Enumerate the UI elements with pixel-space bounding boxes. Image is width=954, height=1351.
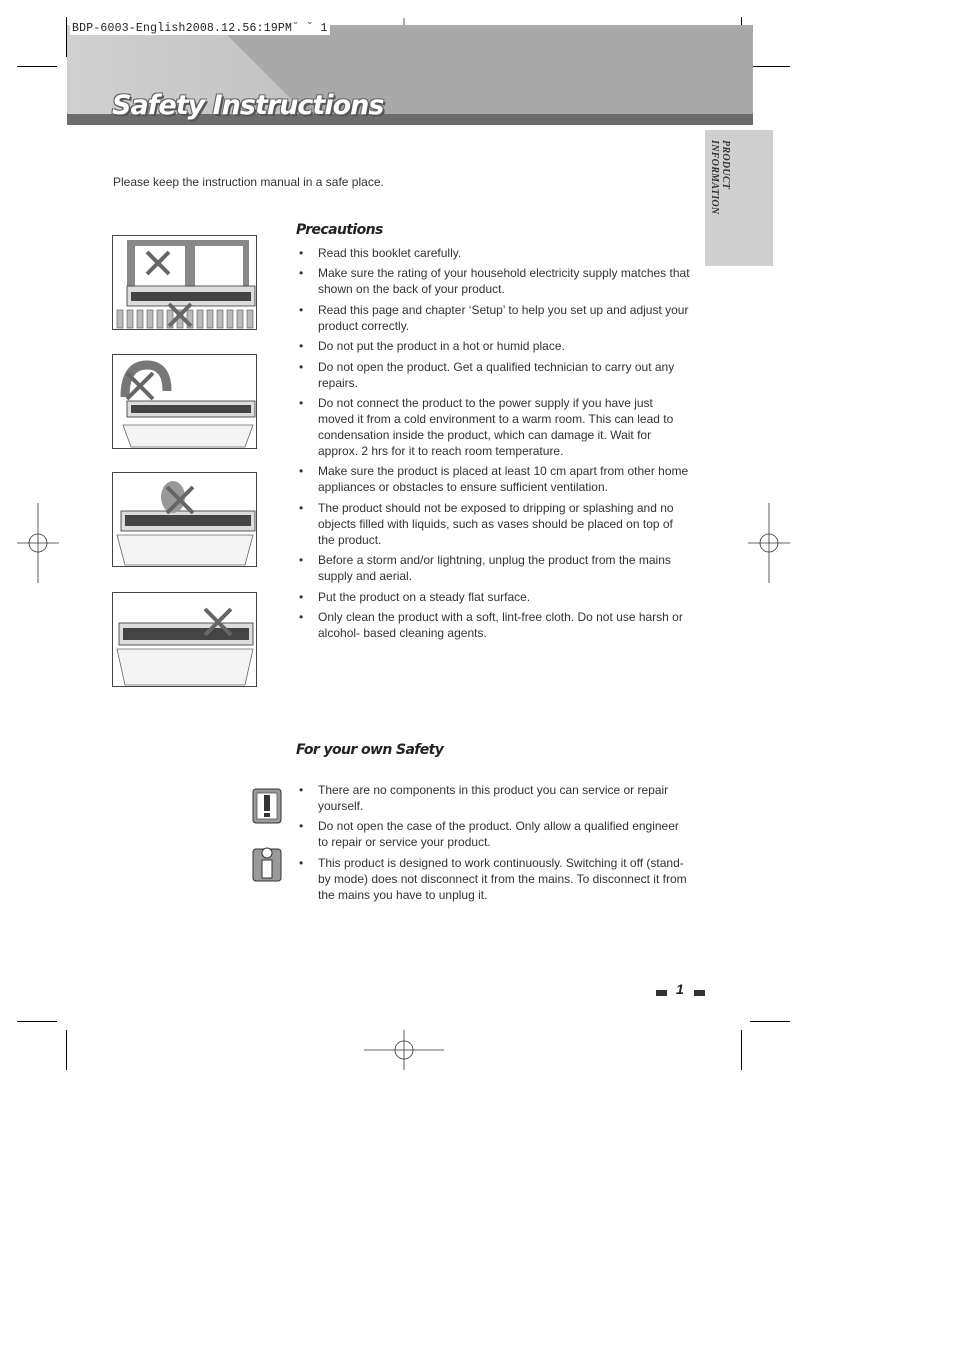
precautions-title: Precautions — [296, 222, 383, 238]
crop-mark — [750, 1021, 790, 1022]
safety-list — [296, 782, 692, 907]
list-item: • The product should not be exposed to dripping or splashing and no objects filled with liquids, such as vases should be placed on top of the product. — [296, 500, 692, 548]
list-item: • This product is designed to work continuously. Switching it off (stand-by mode) does not disconnect it from the mains. To disconnect it from the mains you have to unplug it. — [296, 855, 692, 903]
list-item: • Make sure the product is placed at least 10 cm apart from other home appliances or obstacles to ensure sufficient ventilation. — [296, 463, 692, 495]
safety-title: For your own Safety — [296, 742, 444, 758]
list-item: • Read this page and chapter ‘Setup’ to help you set up and adjust your product correctly. — [296, 302, 692, 334]
intro-text: Please keep the instruction manual in a safe place. — [113, 175, 384, 189]
info-icon — [250, 843, 284, 888]
registration-mark-right — [748, 503, 790, 583]
magnet-illustration — [112, 354, 257, 449]
precautions-list — [296, 245, 692, 645]
registration-mark-bottom — [364, 1030, 444, 1070]
crop-mark — [17, 1021, 57, 1022]
side-tab-label: PRODUCT INFORMATION — [709, 140, 731, 215]
vase-illustration — [112, 472, 257, 567]
stacked-objects-illustration — [112, 592, 257, 687]
page-number: 1 — [676, 981, 684, 997]
list-item: • Before a storm and/or lightning, unplug the product from the mains supply and aerial. — [296, 552, 692, 584]
list-item: • Make sure the rating of your household electricity supply matches that shown on the back of your product. — [296, 265, 692, 297]
registration-mark-left — [17, 503, 59, 583]
crop-mark — [66, 1030, 67, 1070]
warning-icon — [250, 785, 284, 830]
file-id-label: BDP-6003-English2008.12.56:19PM˘ ˘ 1 — [72, 22, 328, 35]
crop-mark — [17, 66, 57, 67]
list-item: • Do not put the product in a hot or humid place. — [296, 338, 692, 354]
list-item: • Do not open the product. Get a qualified technician to carry out any repairs. — [296, 359, 692, 391]
crop-mark — [750, 66, 790, 67]
list-item: • Do not open the case of the product. Only allow a qualified engineer to repair or service your product. — [296, 818, 692, 850]
list-item: • Do not connect the product to the power supply if you have just moved it from a cold environment to a warm room. This can lead to condensation inside the product, which can damage it. Wait for approx. 2 hrs for it to reach room temperature. — [296, 395, 692, 459]
crop-mark — [741, 1030, 742, 1070]
list-item: • Only clean the product with a soft, lint-free cloth. Do not use harsh or alcohol- based cleaning agents. — [296, 609, 692, 641]
window-sun-radiator-illustration — [112, 235, 257, 330]
page-title: Safety Instructions — [112, 90, 384, 121]
page-number-mark-right — [694, 990, 705, 996]
page-number-mark-left — [656, 990, 667, 996]
list-item: • There are no components in this product you can service or repair yourself. — [296, 782, 692, 814]
list-item: • Read this booklet carefully. — [296, 245, 692, 261]
side-tab — [705, 130, 773, 266]
list-item: • Put the product on a steady flat surface. — [296, 589, 692, 605]
